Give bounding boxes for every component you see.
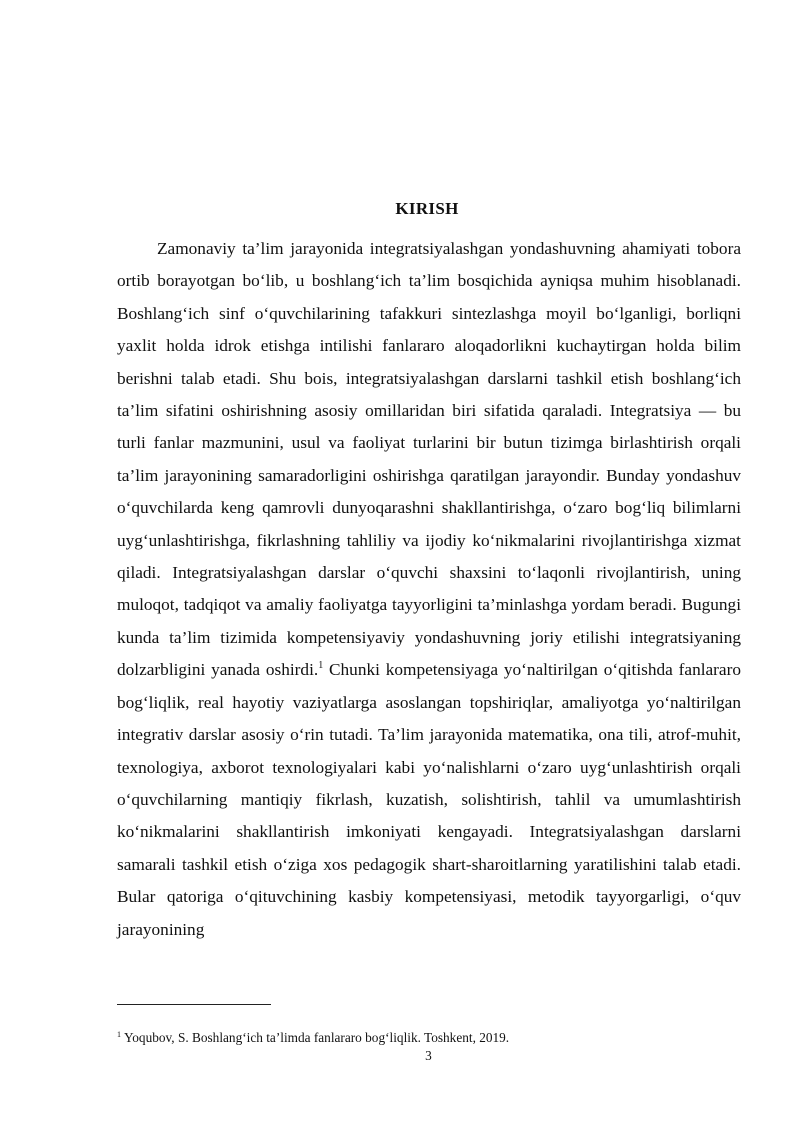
- body-paragraph: [117, 233, 741, 946]
- page-number: 3: [425, 1048, 432, 1063]
- footnote-text: Yoqubov, S. Boshlang‘ich ta’limda fanlararo bog‘liqlik. Toshkent, 2019.: [124, 1030, 510, 1045]
- section-heading: KIRISH: [395, 199, 459, 218]
- footnote-reference-mark: 1: [318, 660, 324, 672]
- paragraph-text-after-reference: Chunki kompetensiyaga yo‘naltirilgan o‘qitishda fanlararo bog‘liqlik, real hayotiy vaziyatlarga asoslangan topshiriqlar, amaliyotga yo‘naltirilgan integrativ darslar asosiy o‘rin tutadi. Ta’lim jarayonida matematika, ona tili, atrof-muhit, texnologiya, axborot texnologiyalari kabi yo‘nalishlarni o‘zaro uyg‘unlashtirish orqali o‘quvchilarning mantiqiy fikrlash, kuzatish, solishtirish, tahlil va umumlashtirish ko‘nikmalarini shakllantirish imkoniyati kengayadi. Integratsiyalashgan darslarni samarali tashkil etish o‘ziga xos pedagogik shart-sharoitlarning yaratilishini talab etadi. Bular qatoriga o‘qituvchining kasbiy kompetensiyasi, metodik tayyorgarligi, o‘quv jarayonining: [117, 660, 742, 939]
- footnote-mark: 1: [117, 1030, 121, 1039]
- footnote: [117, 1029, 741, 1046]
- footnote-separator: [117, 1004, 271, 1005]
- paragraph-text-before-reference: Zamonaviy ta’lim jarayonida integratsiyalashgan yondashuvning ahamiyati tobora ortib borayotgan bo‘lib, u boshlang‘ich ta’lim bosqichida ayniqsa muhim hisoblanadi. Boshlang‘ich sinf o‘quvchilarining tafakkuri sintezlashga moyil bo‘lganligi, borliqni yaxlit holda idrok etishga intilishi fanlararo aloqadorlikni kuchaytirgan holda bilim berishni talab etadi. Shu bois, integratsiyalashgan darslarni tashkil etish boshlang‘ich ta’lim sifatini oshirishning asosiy omillaridan biri sifatida qaraladi. Integratsiya — bu turli fanlar mazmunini, usul va faoliyat turlarini bir butun tizimga birlashtirish orqali ta’lim jarayonining samaradorligini oshirishga qaratilgan jarayondir. Bunday yondashuv o‘quvchilarda keng qamrovli dunyoqarashni shakllantirishga, o‘zaro bog‘liq bilimlarni uyg‘unlashtirishga, fikrlashning tahliliy va ijodiy ko‘nikmalarini rivojlantirishga xizmat qiladi. Integratsiyalashgan darslar o‘quvchi shaxsini to‘laqonli rivojlantirish, uning muloqot, tadqiqot va amaliy faoliyatga tayyorligini ta’minlashga yordam beradi. Bugungi kunda ta’lim tizimida kompetensiyaviy yondashuvning joriy etilishi integratsiyaning dolzarbligini yanada oshirdi.: [117, 239, 741, 680]
